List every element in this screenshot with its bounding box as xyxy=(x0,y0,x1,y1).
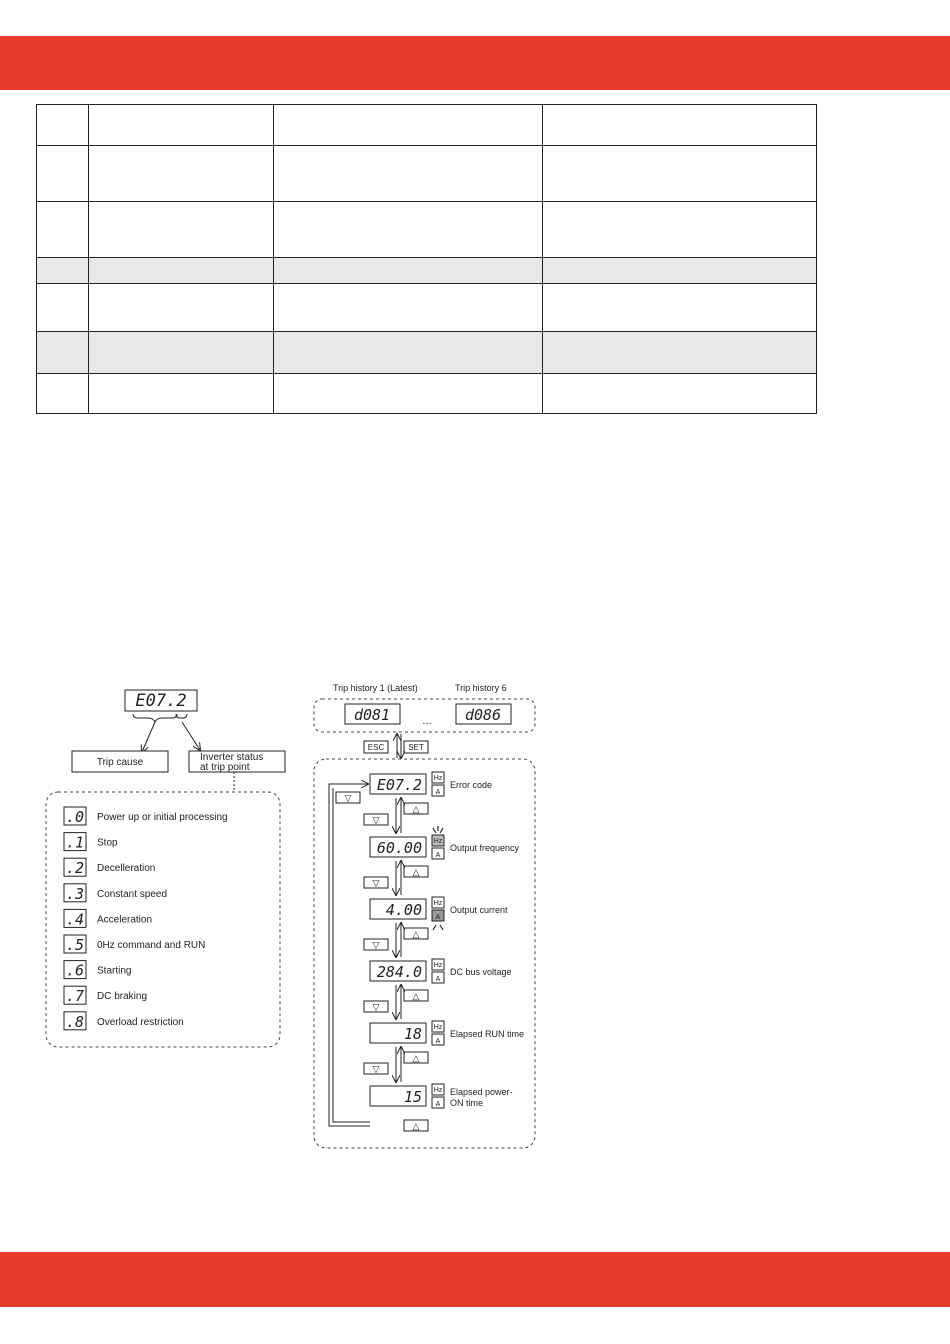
esc-key-label: ESC xyxy=(367,743,385,752)
inverter-status-label-line1: Inverter status xyxy=(200,752,264,763)
status-label: Stop xyxy=(97,837,118,849)
status-code: .8 xyxy=(65,1012,85,1031)
step-display-value: E07.2 xyxy=(376,776,422,794)
status-bracket xyxy=(176,714,187,718)
step-display-value: 284.0 xyxy=(376,963,422,981)
history-last-code: d086 xyxy=(464,706,502,724)
hz-blink-indicator xyxy=(433,826,443,833)
a-indicator-label: A xyxy=(435,1101,441,1108)
up-key-icon: △ xyxy=(412,804,420,814)
trip-history-panel xyxy=(314,683,535,1148)
hz-indicator-label: Hz xyxy=(433,775,443,782)
up-key-icon: △ xyxy=(412,1121,420,1131)
a-indicator-label: A xyxy=(435,914,441,921)
hz-indicator-label: Hz xyxy=(433,1087,443,1094)
history-first-label: Trip history 1 (Latest) xyxy=(333,683,418,693)
status-code: .7 xyxy=(65,987,85,1006)
a-indicator-label: A xyxy=(435,976,441,983)
status-label: Decelleration xyxy=(97,863,156,875)
status-label: DC braking xyxy=(97,991,148,1003)
history-last-label: Trip history 6 xyxy=(455,683,507,693)
step-label: Output frequency xyxy=(450,843,520,853)
status-label: Starting xyxy=(97,965,132,977)
hz-indicator-label: Hz xyxy=(433,1024,443,1031)
set-key-label: SET xyxy=(408,743,424,752)
step-label: Error code xyxy=(450,780,493,790)
status-label: Power up or initial processing xyxy=(97,812,228,823)
step-list xyxy=(336,772,524,1131)
step-display-value: 15 xyxy=(403,1088,422,1106)
down-key-icon: ▽ xyxy=(344,793,352,803)
a-indicator-label: A xyxy=(435,789,441,796)
step-label: DC bus voltage xyxy=(450,967,512,977)
trip-cause-bracket xyxy=(133,714,177,722)
loop-arrow-outer xyxy=(329,784,370,1126)
status-label: Constant speed xyxy=(97,888,168,900)
step-display-value: 18 xyxy=(403,1025,422,1043)
hz-indicator-label: Hz xyxy=(433,838,443,845)
status-code: .3 xyxy=(65,884,85,903)
up-key-icon: △ xyxy=(412,867,420,877)
status-code: .5 xyxy=(65,936,85,954)
status-code-panel xyxy=(46,690,285,1047)
step-label: Elapsed power- xyxy=(450,1087,513,1097)
status-code: .1 xyxy=(65,833,85,852)
step-display-value: 60.00 xyxy=(376,839,422,857)
status-list xyxy=(64,807,228,1031)
status-label: 0Hz command and RUN xyxy=(97,940,206,951)
footer-band xyxy=(0,1252,950,1307)
step-display-value: 4.00 xyxy=(385,901,422,919)
step-label: Output current xyxy=(450,905,508,915)
hz-indicator-label: Hz xyxy=(433,900,443,907)
down-key-icon: ▽ xyxy=(372,940,380,950)
code-display-text: E07.2 xyxy=(135,691,187,711)
status-code: .0 xyxy=(65,808,85,826)
status-label: Overload restriction xyxy=(97,1016,184,1028)
status-code: .2 xyxy=(65,859,85,878)
step-label: Elapsed RUN time xyxy=(450,1029,525,1039)
hz-indicator-label: Hz xyxy=(433,962,443,969)
up-key-icon: △ xyxy=(412,1053,420,1063)
a-blink-indicator xyxy=(433,925,443,930)
a-indicator-label: A xyxy=(435,852,441,859)
history-first-code: d081 xyxy=(353,706,391,724)
up-key-icon: △ xyxy=(412,991,420,1001)
inverter-status-label-line2: at trip point xyxy=(200,762,250,773)
status-label: Acceleration xyxy=(97,914,153,926)
down-key-icon: ▽ xyxy=(372,878,380,888)
down-key-icon: ▽ xyxy=(372,1064,380,1074)
up-key-icon: △ xyxy=(412,929,420,939)
down-key-icon: ▽ xyxy=(372,1002,380,1012)
history-ellipsis: ... xyxy=(422,715,432,727)
a-indicator-label: A xyxy=(435,1038,441,1045)
trip-cause-label: Trip cause xyxy=(96,757,144,768)
down-key-icon: ▽ xyxy=(372,815,380,825)
step-label: ON time xyxy=(450,1098,484,1108)
status-code: .4 xyxy=(65,910,85,929)
status-code: .6 xyxy=(65,961,85,980)
